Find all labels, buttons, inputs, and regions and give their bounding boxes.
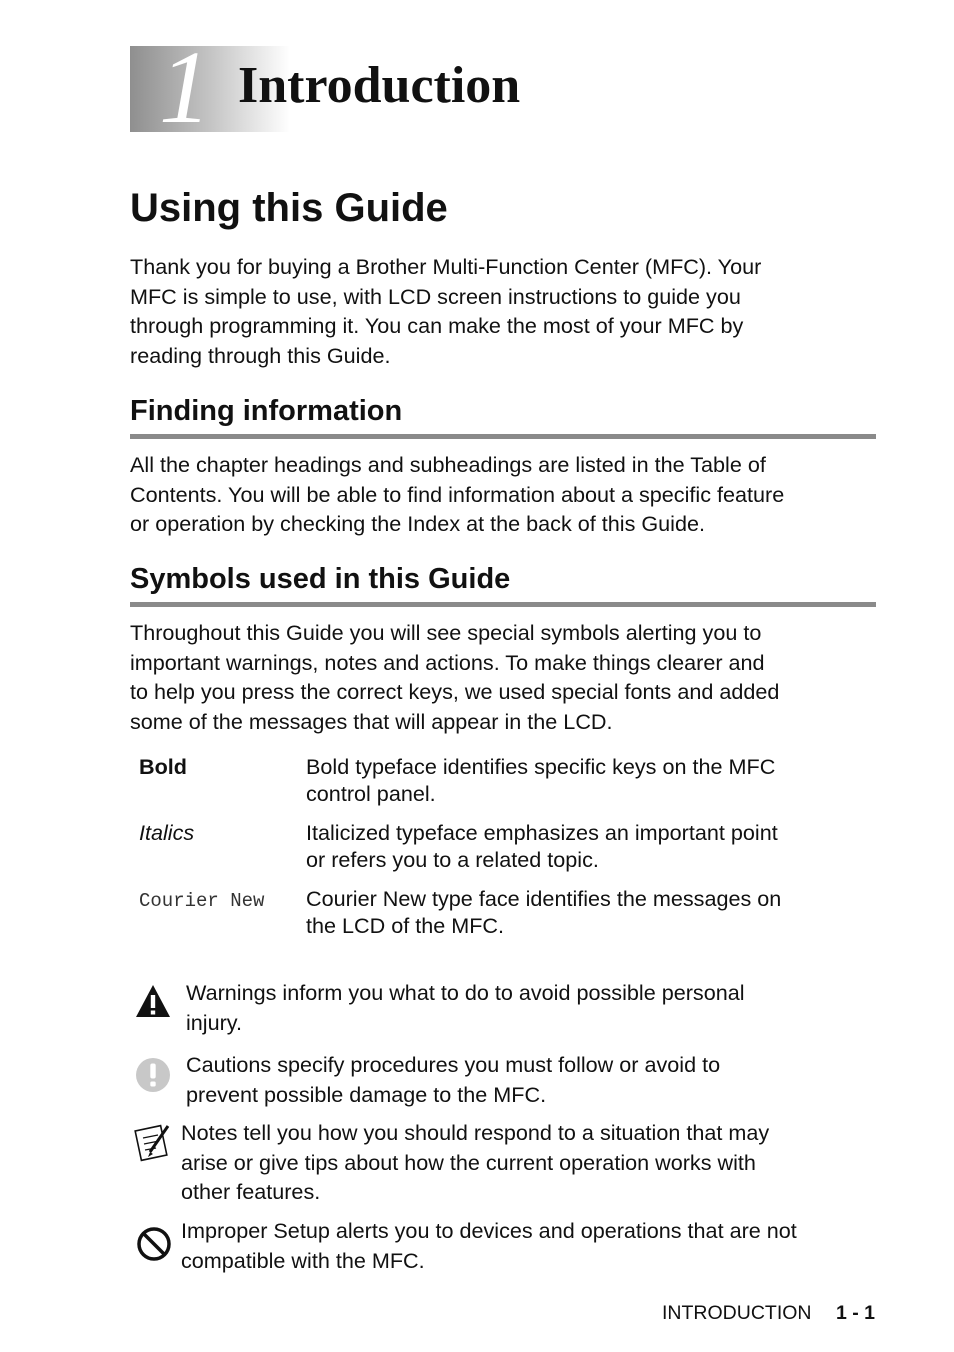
symbol-desc-courier — [306, 885, 878, 939]
note-icon — [134, 1122, 174, 1162]
finding-line: All the chapter headings and subheadings are listed in the Table of — [130, 452, 766, 477]
desc-line: Bold typeface identifies specific keys on the MFC — [306, 754, 776, 779]
heading-rule — [130, 434, 876, 439]
caution-icon — [134, 1056, 172, 1094]
intro-line: reading through this Guide. — [130, 342, 391, 368]
symbols-line: some of the messages that will appear in the LCD. — [130, 708, 613, 734]
symbols-heading: Symbols used in this Guide — [130, 563, 511, 595]
desc-line: the LCD of the MFC. — [306, 913, 505, 938]
footer-chapter-label: INTRODUCTION — [662, 1302, 812, 1324]
intro-line: MFC is simple to use, with LCD screen instructions to guide you — [130, 283, 741, 309]
notice-line: compatible with the MFC. — [181, 1247, 425, 1273]
intro-line: Thank you for buying a Brother Multi-Function Center (MFC). Your — [130, 254, 762, 279]
footer-page-number: 1 - 1 — [836, 1302, 876, 1324]
notice-line: Cautions specify procedures you must follow or avoid to — [186, 1052, 721, 1077]
section-title: Using this Guide — [130, 186, 448, 230]
intro-line: through programming it. You can make the most of your MFC by — [130, 313, 744, 338]
notice-line: injury. — [186, 1009, 242, 1035]
symbol-desc-bold — [306, 753, 878, 807]
symbols-paragraph — [130, 618, 880, 736]
symbol-term-courier: Courier New — [139, 890, 265, 912]
warning-icon — [134, 983, 172, 1019]
notice-line: arise or give tips about how the current operation works with — [181, 1149, 756, 1175]
desc-line: or refers you to a related topic. — [306, 847, 599, 872]
desc-line: Courier New type face identifies the messages on — [306, 886, 782, 911]
notice-line: other features. — [181, 1179, 321, 1204]
note-text — [181, 1118, 876, 1207]
desc-line: control panel. — [306, 781, 436, 806]
notice-line: Warnings inform you what to do to avoid possible personal — [186, 980, 745, 1005]
prohibited-text — [181, 1216, 876, 1275]
notice-line: prevent possible damage to the MFC. — [186, 1081, 547, 1107]
symbols-line: Throughout this Guide you will see special symbols alerting you to — [130, 620, 762, 645]
finding-paragraph — [130, 450, 880, 539]
finding-line: Contents. You will be able to find information about a specific feature — [130, 481, 785, 507]
desc-line: Italicized typeface emphasizes an important point — [306, 820, 778, 845]
caution-text — [186, 1050, 876, 1109]
prohibited-icon — [136, 1226, 172, 1262]
notice-line: Improper Setup alerts you to devices and operations that are not — [181, 1218, 797, 1243]
notice-line: Notes tell you how you should respond to a situation that may — [181, 1120, 770, 1145]
symbol-term-italics: Italics — [139, 820, 195, 845]
warning-text — [186, 978, 876, 1037]
symbols-line: to help you press the correct keys, we used special fonts and added — [130, 679, 780, 704]
symbols-line: important warnings, notes and actions. To make things clearer and — [130, 649, 765, 675]
chapter-title: Introduction — [238, 57, 521, 114]
symbol-term-bold: Bold — [139, 754, 187, 779]
symbol-desc-italics — [306, 819, 878, 873]
chapter-number: 1 — [159, 30, 211, 145]
heading-rule — [130, 602, 876, 607]
finding-heading: Finding information — [130, 395, 403, 427]
intro-paragraph — [130, 252, 880, 370]
finding-line: or operation by checking the Index at the back of this Guide. — [130, 511, 705, 536]
